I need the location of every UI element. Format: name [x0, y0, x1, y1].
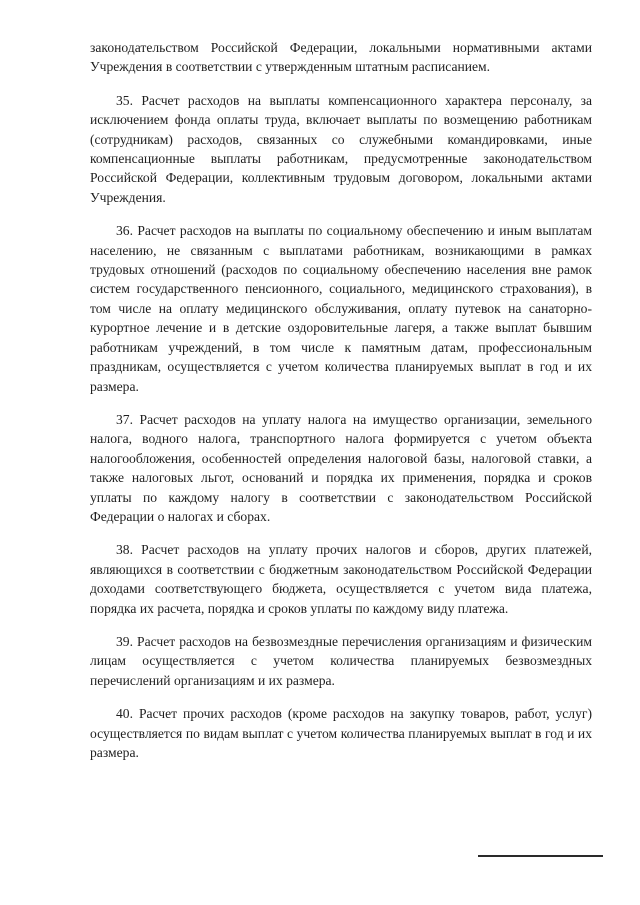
- end-rule-line: [478, 855, 603, 857]
- paragraph-39: 39. Расчет расходов на безвозмездные перечисления организациям и физическим лицам осуществляется с учетом количества планируемых безвозмездных перечислений организациям и их размера.: [90, 633, 592, 688]
- paragraph-38: 38. Расчет расходов на уплату прочих налогов и сборов, других платежей, являющихся в соответствии с бюджетным законодательством Российской Федерации доходами соответствующего бюджета, осуществляется с учетом вида платежа, порядка их расчета, порядка и сроков уплаты по каждому виду платежа.: [90, 542, 592, 616]
- paragraph-36: 36. Расчет расходов на выплаты по социальному обеспечению и иным выплатам населению, не связанным с выплатами работникам, возникающими в рамках трудовых отношений (расходов по социальному обеспечению населения вне рамок систем государственного пенсионного, социального, медицинского страхования), в том числе на оплату медицинского обслуживания, оплату путевок на санаторно-курортное лечение и в детские оздоровительные лагеря, а также выплат бывшим работникам учреждений, в том числе к памятным датам, профессиональным праздникам, осуществляется с учетом количества планируемых выплат в год и их размера.: [90, 223, 592, 394]
- document-body: [90, 38, 592, 776]
- paragraph-37: 37. Расчет расходов на уплату налога на имущество организации, земельного налога, водного налога, транспортного налога формируется с учетом объекта налогообложения, особенностей определения налоговой базы, налоговой ставки, а также налоговых льгот, оснований и порядка их применения, порядка и сроков уплаты по каждому налогу в соответствии с законодательством Российской Федерации о налогах и сборах.: [90, 411, 592, 524]
- paragraph-35: 35. Расчет расходов на выплаты компенсационного характера персоналу, за исключением фонда оплаты труда, включает выплаты по возмещению работникам (сотрудникам) расходов, связанных со служебными командировками, иные компенсационные выплаты работникам, предусмотренные законодательством Российской Федерации, коллективным трудовым договором, локальными актами Учреждения.: [90, 92, 592, 205]
- paragraph-continuation: законодательством Российской Федерации, локальными нормативными актами Учреждения в соответствии с утвержденным штатным расписанием.: [90, 40, 592, 75]
- paragraph-40: 40. Расчет прочих расходов (кроме расходов на закупку товаров, работ, услуг) осуществляется по видам выплат с учетом количества планируемых выплат в год и их размера.: [90, 706, 592, 760]
